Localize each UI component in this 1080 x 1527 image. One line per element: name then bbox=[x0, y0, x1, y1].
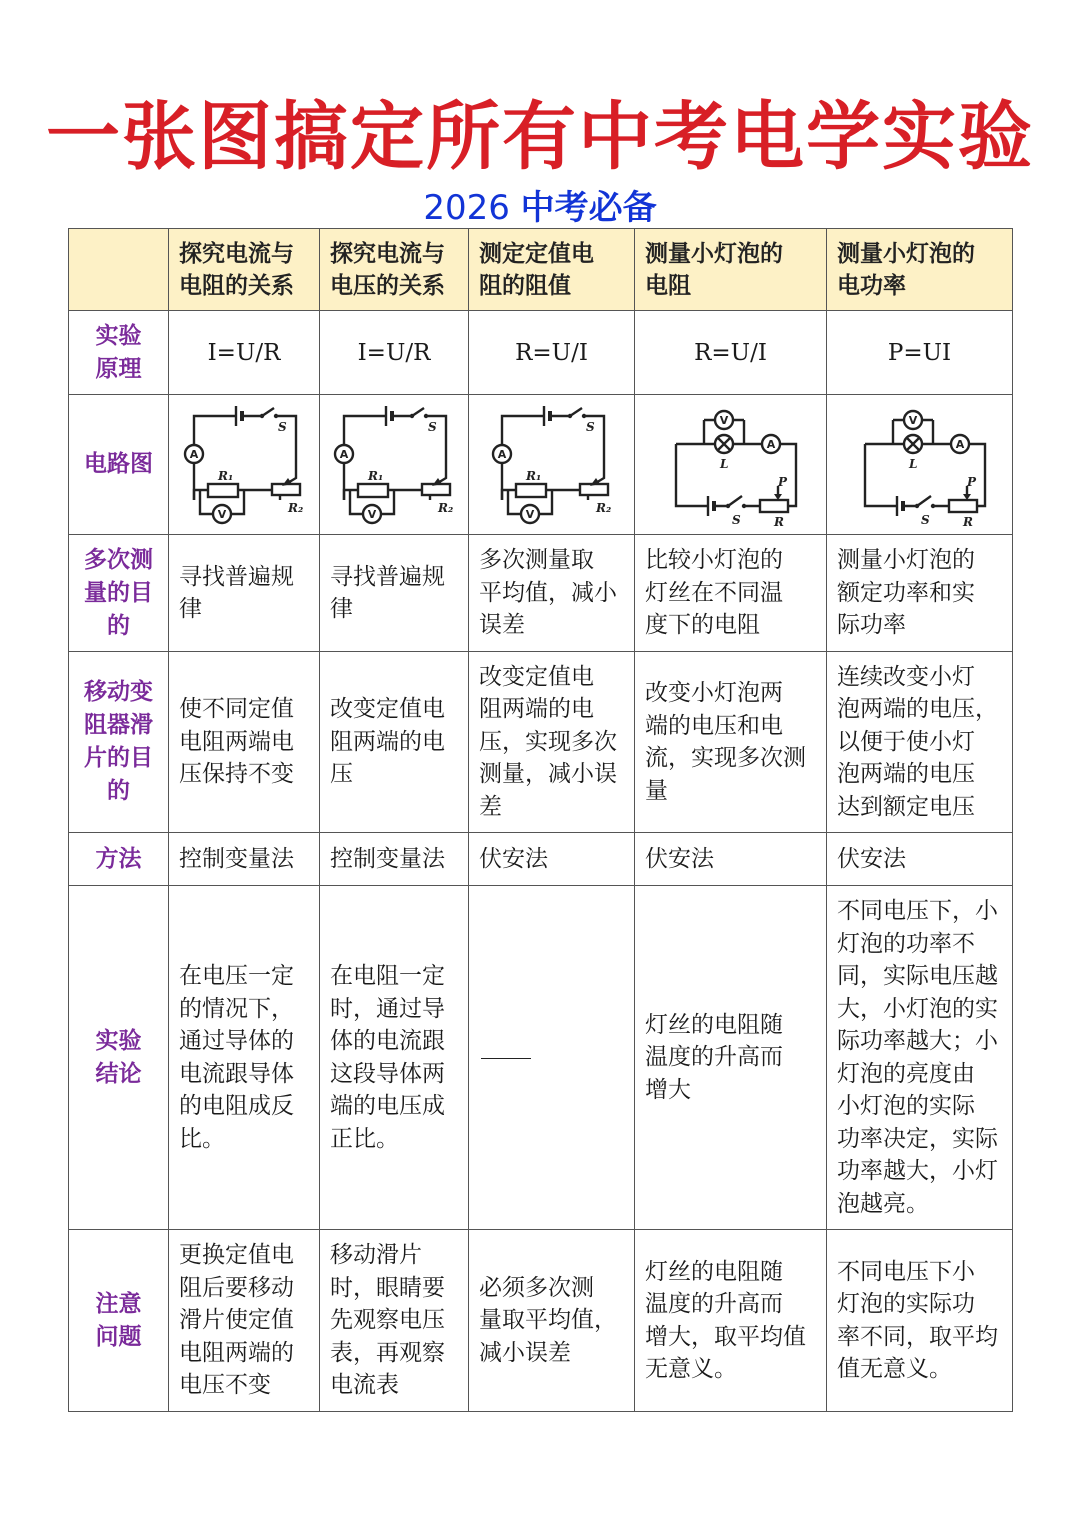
purpose-slider-cell: 改变小灯泡两 端的电压和电 流，实现多次测 量 bbox=[635, 652, 827, 833]
lamp-circuit-diagram bbox=[656, 402, 806, 528]
conclusion-cell: 在电压一定 的情况下， 通过导体的 电流跟导体 的电阻成反 比。 bbox=[169, 886, 320, 1230]
row-label-method: 方法 bbox=[69, 833, 169, 886]
purpose-slider-cell: 连续改变小灯 泡两端的电压， 以便于使小灯 泡两端的电压 达到额定电压 bbox=[827, 652, 1013, 833]
switch-label: S bbox=[585, 419, 595, 434]
purpose-multi-cell: 寻找普遍规 律 bbox=[320, 535, 469, 652]
rheostat-label: R₂ bbox=[595, 500, 611, 515]
row-label-conclusion: 实验 结论 bbox=[69, 886, 169, 1230]
row-label-principle: 实验 原理 bbox=[69, 311, 169, 395]
row-conclusion bbox=[69, 886, 1013, 1230]
header-current-voltage: 探究电流与 电压的关系 bbox=[320, 229, 469, 311]
ammeter-label: A bbox=[189, 447, 199, 461]
purpose-multi-cell: 比较小灯泡的 灯丝在不同温 度下的电阻 bbox=[635, 535, 827, 652]
subtitle-text: 中考必备 bbox=[520, 188, 657, 228]
row-notes bbox=[69, 1230, 1013, 1412]
row-purpose-multi bbox=[69, 535, 1013, 652]
purpose-multi-cell: 多次测量取 平均值，减小 误差 bbox=[469, 535, 635, 652]
method-cell: 控制变量法 bbox=[320, 833, 469, 886]
subtitle-year: 2026 bbox=[423, 188, 510, 228]
method-cell: 伏安法 bbox=[469, 833, 635, 886]
resistor-label: R₁ bbox=[368, 468, 384, 483]
purpose-slider-cell: 改变定值电 阻两端的电 压，实现多次 测量，减小误 差 bbox=[469, 652, 635, 833]
method-cell: 伏安法 bbox=[827, 833, 1013, 886]
voltmeter-label: V bbox=[719, 413, 728, 427]
method-cell: 控制变量法 bbox=[169, 833, 320, 886]
resistor-label: R₁ bbox=[525, 468, 541, 483]
circuit-diagram-cell bbox=[169, 395, 320, 535]
page-title: 一张图搞定所有中考电学实验 bbox=[46, 94, 1034, 180]
lamp-circuit-diagram bbox=[845, 402, 995, 528]
method-cell: 伏安法 bbox=[635, 833, 827, 886]
principle-cell: I=U/R bbox=[320, 311, 469, 395]
header-lamp-resistance: 测量小灯泡的 电阻 bbox=[635, 229, 827, 311]
rheostat-label: R₂ bbox=[438, 500, 454, 515]
notes-cell: 更换定值电 阻后要移动 滑片使定值 电阻两端的 电压不变 bbox=[169, 1230, 320, 1412]
resistor-label: R₁ bbox=[218, 468, 234, 483]
voltmeter-label: V bbox=[525, 507, 534, 521]
ammeter-label: A bbox=[497, 447, 506, 461]
switch-label: S bbox=[920, 512, 930, 527]
resistor-circuit-diagram bbox=[484, 402, 620, 528]
principle-cell: I=U/R bbox=[169, 311, 320, 395]
resistor-circuit-diagram bbox=[176, 402, 312, 528]
row-principle bbox=[69, 311, 1013, 395]
slider-label: P bbox=[966, 474, 976, 489]
page-subtitle bbox=[0, 185, 1080, 231]
voltmeter-label: V bbox=[217, 507, 227, 521]
header-fixed-resistance: 测定定值电 阻的阻值 bbox=[469, 229, 635, 311]
resistor-circuit-diagram bbox=[326, 402, 462, 528]
notes-cell: 不同电压下小 灯泡的实际功 率不同，取平均 值无意义。 bbox=[827, 1230, 1013, 1412]
rheostat-label: R bbox=[773, 514, 784, 528]
row-label-purpose-multi: 多次测 量的目 的 bbox=[69, 535, 169, 652]
notes-cell: 必须多次测 量取平均值， 减小误差 bbox=[469, 1230, 635, 1412]
purpose-slider-cell: 改变定值电 阻两端的电 压 bbox=[320, 652, 469, 833]
row-method bbox=[69, 833, 1013, 886]
row-label-purpose-slider: 移动变 阻器滑 片的目 的 bbox=[69, 652, 169, 833]
purpose-multi-cell: 测量小灯泡的 额定功率和实 际功率 bbox=[827, 535, 1013, 652]
purpose-slider-cell: 使不同定值 电阻两端电 压保持不变 bbox=[169, 652, 320, 833]
conclusion-cell-empty bbox=[469, 886, 635, 1230]
ammeter-label: A bbox=[955, 437, 964, 451]
ammeter-label: A bbox=[766, 437, 775, 451]
experiments-table bbox=[68, 228, 1013, 1412]
notes-cell: 灯丝的电阻随 温度的升高而 增大，取平均值 无意义。 bbox=[635, 1230, 827, 1412]
row-label-notes: 注意 问题 bbox=[69, 1230, 169, 1412]
conclusion-cell: 在电阻一定 时，通过导 体的电流跟 这段导体两 端的电压成 正比。 bbox=[320, 886, 469, 1230]
principle-cell: R=U/I bbox=[469, 311, 635, 395]
conclusion-cell: 不同电压下，小 灯泡的功率不 同，实际电压越 大，小灯泡的实 际功率越大；小 灯泡的亮度由 小灯泡的实际 功率决定，实际 功率越大，小灯 泡越亮。 bbox=[827, 886, 1013, 1230]
rheostat-label: R bbox=[962, 514, 973, 528]
lamp-label: L bbox=[719, 456, 728, 471]
row-purpose-slider bbox=[69, 652, 1013, 833]
circuit-diagram-cell bbox=[827, 395, 1013, 535]
switch-label: S bbox=[278, 419, 287, 434]
purpose-multi-cell: 寻找普遍规 律 bbox=[169, 535, 320, 652]
circuit-diagram-cell bbox=[320, 395, 469, 535]
switch-label: S bbox=[428, 419, 437, 434]
header-corner bbox=[69, 229, 169, 311]
header-current-resistance: 探究电流与 电阻的关系 bbox=[169, 229, 320, 311]
slider-label: P bbox=[777, 474, 787, 489]
notes-cell: 移动滑片 时，眼睛要 先观察电压 表，再观察 电流表 bbox=[320, 1230, 469, 1412]
principle-cell: P=UI bbox=[827, 311, 1013, 395]
header-row bbox=[69, 229, 1013, 311]
voltmeter-label: V bbox=[367, 507, 377, 521]
voltmeter-label: V bbox=[908, 413, 917, 427]
row-circuit bbox=[69, 395, 1013, 535]
circuit-diagram-cell bbox=[469, 395, 635, 535]
ammeter-label: A bbox=[339, 447, 349, 461]
lamp-label: L bbox=[908, 456, 917, 471]
conclusion-cell: 灯丝的电阻随 温度的升高而 增大 bbox=[635, 886, 827, 1230]
empty-dash bbox=[481, 1058, 531, 1059]
principle-cell: R=U/I bbox=[635, 311, 827, 395]
switch-label: S bbox=[731, 512, 741, 527]
header-lamp-power: 测量小灯泡的 电功率 bbox=[827, 229, 1013, 311]
rheostat-label: R₂ bbox=[288, 500, 304, 515]
row-label-circuit: 电路图 bbox=[69, 395, 169, 535]
circuit-diagram-cell bbox=[635, 395, 827, 535]
